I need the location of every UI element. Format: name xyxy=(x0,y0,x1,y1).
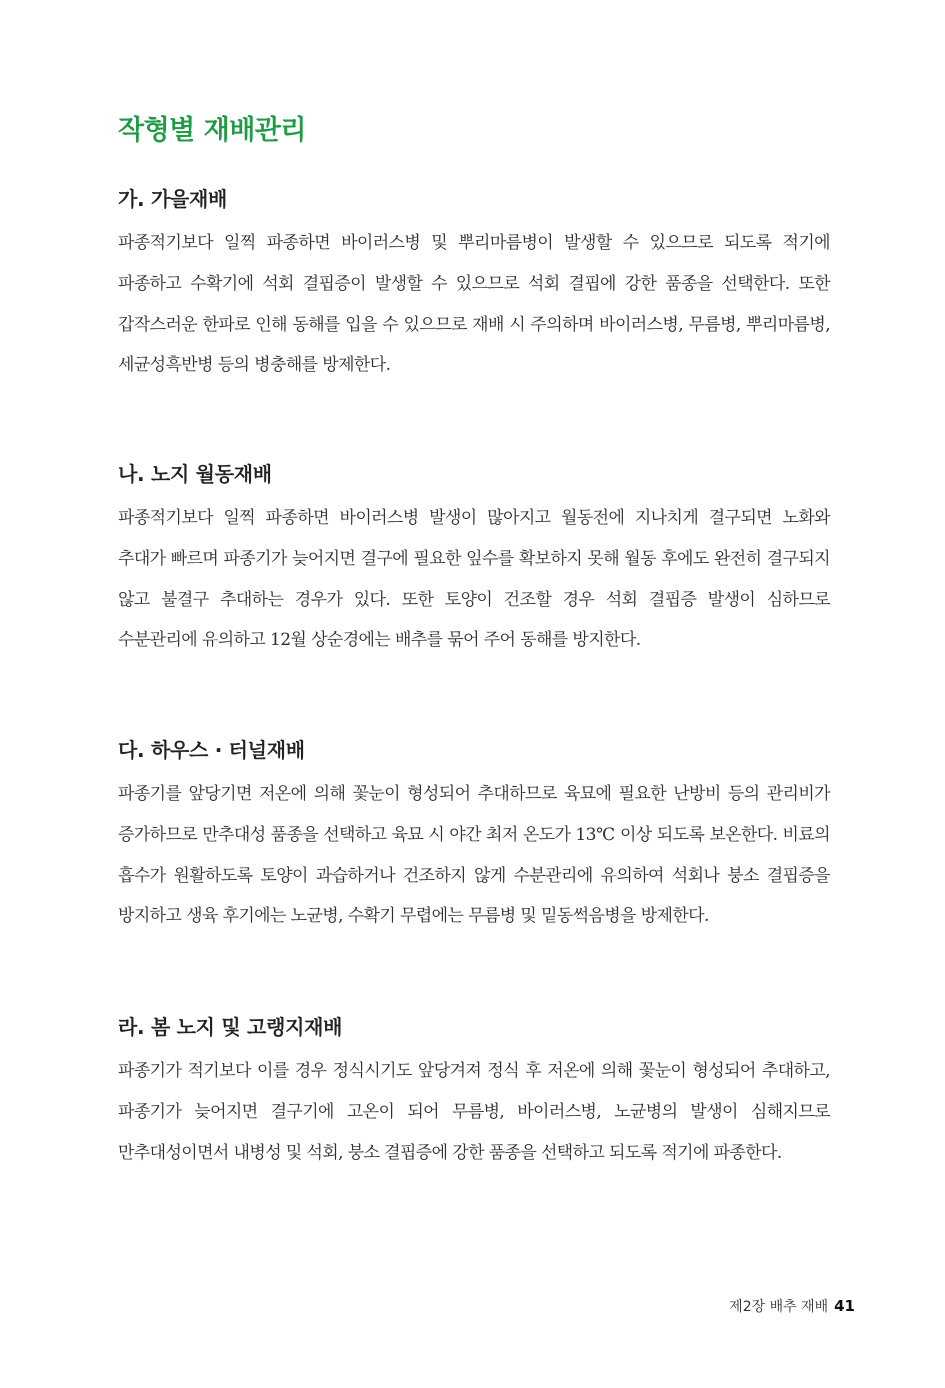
section-body: 파종적기보다 일찍 파종하면 바이러스병 및 뿌리마름병이 발생할 수 있으므로 되도록 적기에 파종하고 수확기에 석회 결핍증이 발생할 수 있으므로 석회 결핍에 강한 품종을 선택한다. 또한 갑작스러운 한파로 인해 동해를 입을 수 있으므로 재배 시 주의하며 바이러스병, 무름병, 뿌리마름병, 세균성흑반병 등의 병충해를 방제한다. xyxy=(118,233,830,376)
section-heading: 나. 노지 월동재배 xyxy=(118,462,272,486)
section-autumn-cultivation xyxy=(118,185,830,386)
page-number: 41 xyxy=(834,1297,855,1315)
section-open-field-overwintering xyxy=(118,460,830,661)
section-spring-highland xyxy=(118,1013,830,1173)
chapter-label: 제2장 배추 재배 xyxy=(729,1299,829,1315)
section-body: 파종기를 앞당기면 저온에 의해 꽃눈이 형성되어 추대하므로 육묘에 필요한 난방비 등의 관리비가 증가하므로 만추대성 품종을 선택하고 육묘 시 야간 최저 온도가 13℃ 이상 되도록 보온한다. 비료의 흡수가 원활하도록 토양이 과습하거나 건조하지 않게 수분관리에 유의하여 석회나 붕소 결핍증을 방지하고 생육 후기에는 노균병, 수확기 무렵에는 무름병 및 밑동썩음병을 방제한다. xyxy=(118,784,830,927)
page-title: 작형별 재배관리 xyxy=(118,115,306,146)
section-greenhouse-tunnel xyxy=(118,736,830,937)
section-body: 파종적기보다 일찍 파종하면 바이러스병 발생이 많아지고 월동전에 지나치게 결구되면 노화와 추대가 빠르며 파종기가 늦어지면 결구에 필요한 잎수를 확보하지 못해 월동 후에도 완전히 결구되지 않고 불결구 추대하는 경우가 있다. 또한 토양이 건조할 경우 석회 결핍증 발생이 심하므로 수분관리에 유의하고 12월 상순경에는 배추를 묶어 주어 동해를 방지한다. xyxy=(118,508,830,651)
page-footer xyxy=(729,1296,855,1317)
section-heading: 라. 봄 노지 및 고랭지재배 xyxy=(118,1015,343,1039)
section-body: 파종기가 적기보다 이를 경우 정식시기도 앞당겨져 정식 후 저온에 의해 꽃눈이 형성되어 추대하고, 파종기가 늦어지면 결구기에 고온이 되어 무름병, 바이러스병, 노균병의 발생이 심해지므로 만추대성이면서 내병성 및 석회, 붕소 결핍증에 강한 품종을 선택하고 되도록 적기에 파종한다. xyxy=(118,1061,830,1163)
section-heading: 다. 하우스 · 터널재배 xyxy=(118,738,305,762)
section-heading: 가. 가을재배 xyxy=(118,187,228,211)
